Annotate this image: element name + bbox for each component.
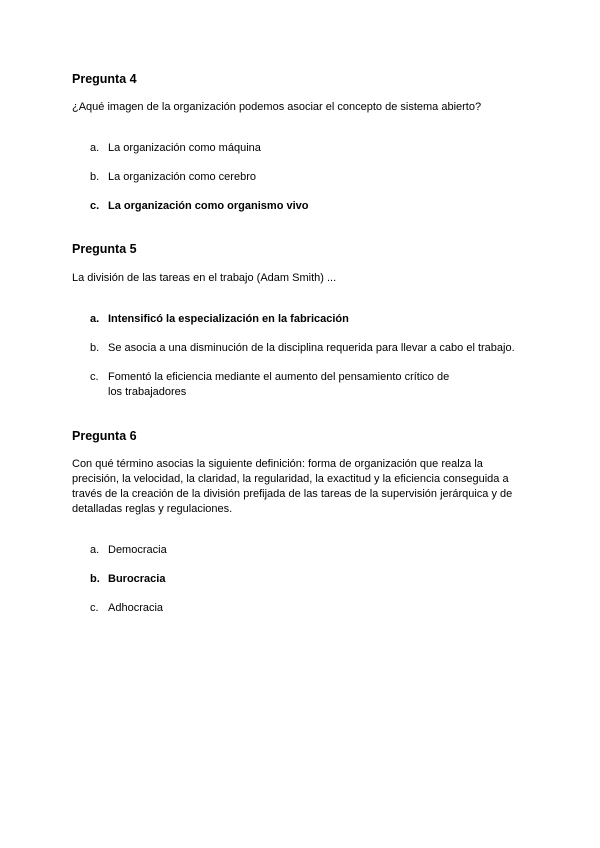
option-text: La organización como cerebro <box>108 171 256 183</box>
option-text: Intensificó la especialización en la fabricación <box>108 313 349 325</box>
question-prompt: Con qué término asocias la siguiente definición: forma de organización que realza la precisión, la velocidad, la claridad, la regularidad, la exactitud y la eficiencia conseguida a través de la creación de la división prefijada de las tareas de la supervisión jerárquica y de detalladas reglas y regulaciones. <box>72 458 513 515</box>
option-letter: b. <box>90 342 100 354</box>
question-title: Pregunta 4 <box>72 72 137 86</box>
option-text: Se asocia a una disminución de la disciplina requerida para llevar a cabo el trabajo. <box>108 342 515 354</box>
option-letter: b. <box>90 171 100 183</box>
option-text: Burocracia <box>108 573 166 585</box>
question-5 <box>72 242 532 398</box>
option-letter: c. <box>90 200 100 212</box>
option-text: Democracia <box>108 544 167 556</box>
question-4 <box>72 72 532 212</box>
question-6 <box>72 429 532 614</box>
option-letter: c. <box>90 602 99 614</box>
option-text: Fomentó la eficiencia mediante el aumento del pensamiento crítico de los trabajadores <box>108 371 450 398</box>
option-letter: b. <box>90 573 100 585</box>
option-letter: a. <box>90 313 100 325</box>
question-title: Pregunta 5 <box>72 242 137 256</box>
question-title: Pregunta 6 <box>72 429 137 443</box>
question-prompt: La división de las tareas en el trabajo (Adam Smith) ... <box>72 272 337 284</box>
option-text: Adhocracia <box>108 602 164 614</box>
option-text: La organización como máquina <box>108 142 261 154</box>
option-text: La organización como organismo vivo <box>108 200 309 212</box>
question-prompt: ¿Aqué imagen de la organización podemos asociar el concepto de sistema abierto? <box>72 101 482 113</box>
option-letter: a. <box>90 142 100 154</box>
option-letter: c. <box>90 371 99 383</box>
option-letter: a. <box>90 544 100 556</box>
